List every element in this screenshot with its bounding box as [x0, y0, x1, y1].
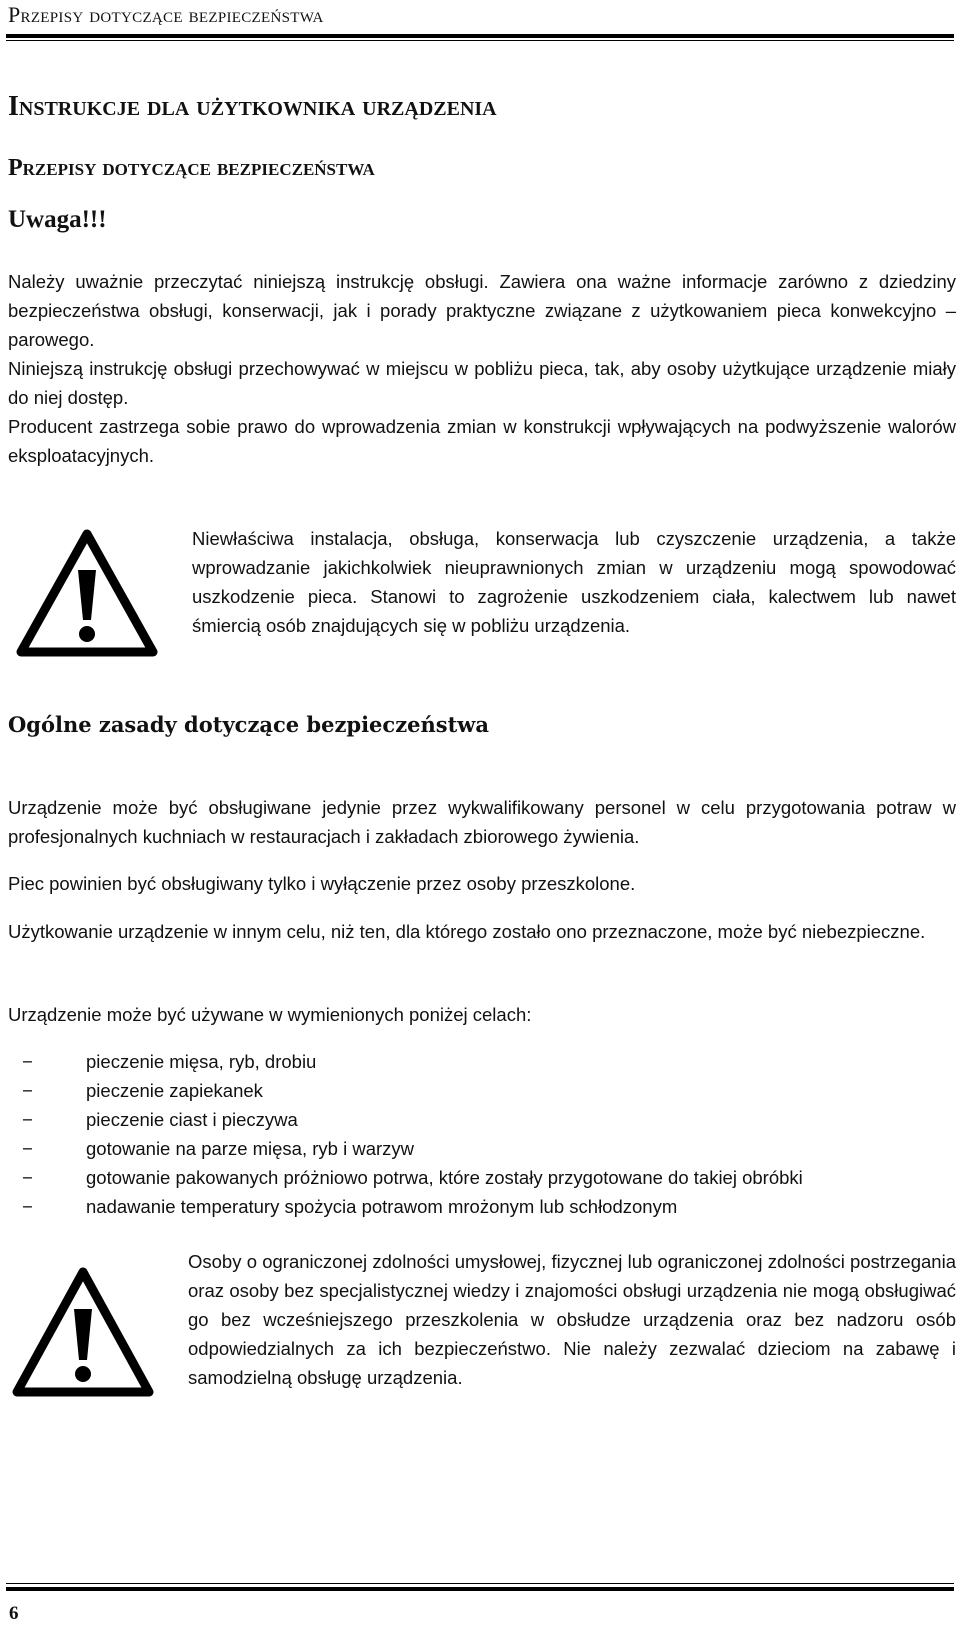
section-title: Ogólne zasady dotyczące bezpieczeństwa [8, 712, 489, 737]
list-item: − pieczenie mięsa, ryb, drobiu [8, 1047, 956, 1076]
dash-bullet: − [22, 1051, 33, 1072]
header-rule-thin [6, 40, 954, 41]
sub-heading: Przepisy dotyczące bezpieczeństwa [8, 155, 375, 181]
main-heading: Instrukcje dla użytkownika urządzenia [8, 91, 497, 122]
uses-list [8, 1047, 956, 1221]
footer-rule-thick [6, 1587, 954, 1591]
dash-bullet: − [22, 1080, 33, 1101]
general-paragraph: Użytkowanie urządzenie w innym celu, niż ten, dla którego zostało ono przeznaczone, może być niebezpieczne. [8, 920, 926, 942]
attention-heading: Uwaga!!! [8, 206, 107, 233]
intro-paragraph: Należy uważnie przeczytać niniejszą instrukcję obsługi. Zawiera ona ważne informacje zarówno z dziedziny bezpieczeństwa obsługi, konserwacji, jak i porady praktyczne związane z użytkowaniem pieca konwekcyjno – parowego. [8, 271, 956, 350]
list-item: − nadawanie temperatury spożycia potrawom mrożonym lub schłodzonym [8, 1192, 956, 1221]
header-rule-thick [6, 34, 954, 38]
dash-bullet: − [22, 1109, 33, 1130]
general-rules [8, 774, 956, 964]
list-item: − pieczenie zapiekanek [8, 1076, 956, 1105]
dash-bullet: − [22, 1138, 33, 1159]
page-number: 6 [9, 1603, 19, 1624]
running-header: Przepisy dotyczące bezpieczeństwa [8, 2, 324, 27]
warning-triangle-icon [16, 528, 158, 658]
uses-section [8, 981, 956, 1221]
list-item: − gotowanie na parze mięsa, ryb i warzyw [8, 1134, 956, 1163]
general-paragraph: Piec powinien być obsługiwany tylko i wyłączenie przez osoby przeszkolone. [8, 873, 636, 894]
warning-triangle-icon [12, 1266, 154, 1398]
dash-bullet: − [22, 1167, 33, 1188]
intro-paragraph: Producent zastrzega sobie prawo do wprowadzenia zmian w konstrukcji wpływających na podwyższenie walorów eksploatacyjnych. [8, 416, 956, 466]
intro-paragraph: Niniejszą instrukcję obsługi przechowywać w miejscu w pobliżu pieca, tak, aby osoby użytkujące urządzenie miały do niej dostęp. [8, 358, 956, 408]
general-paragraph: Urządzenie może być obsługiwane jedynie przez wykwalifikowany personel w celu przygotowania potraw w profesjonalnych kuchniach w restauracjach i zakładach zbiorowego żywienia. [8, 796, 956, 847]
list-item: − gotowanie pakowanych próżniowo potrwa, które zostały przygotowane do takiej obróbki [8, 1163, 956, 1192]
dash-bullet: − [22, 1196, 33, 1217]
list-item: − pieczenie ciast i pieczywa [8, 1105, 956, 1134]
warning-text: Osoby o ograniczonej zdolności umysłowej, fizycznej lub ograniczonej zdolności postrzegania oraz osoby bez specjalistycznej wiedzy i znajomości obsługi urządzenia nie mogą obsługiwać go bez wcześniejszego przeszkolenia w obsłudze urządzenia oraz bez nadzoru osób odpowiedzialnych za ich bezpieczeństwo. Nie należy zezwalać dzieciom na zabawę i samodzielną obsługę urządzenia. [188, 1251, 956, 1388]
footer-rule-thin [6, 1583, 954, 1584]
intro-text [8, 267, 956, 470]
uses-intro: Urządzenie może być używane w wymienionych poniżej celach: [8, 1003, 532, 1025]
warning-text: Niewłaściwa instalacja, obsługa, konserwacja lub czyszczenie urządzenia, a także wprowadzanie jakichkolwiek nieuprawnionych zmian w urządzeniu mogą spowodować uszkodzenie pieca. Stanowi to zagrożenie uszkodzeniem ciała, kalectwem lub nawet śmiercią osób znajdujących się w pobliżu urządzenia. [192, 528, 956, 636]
